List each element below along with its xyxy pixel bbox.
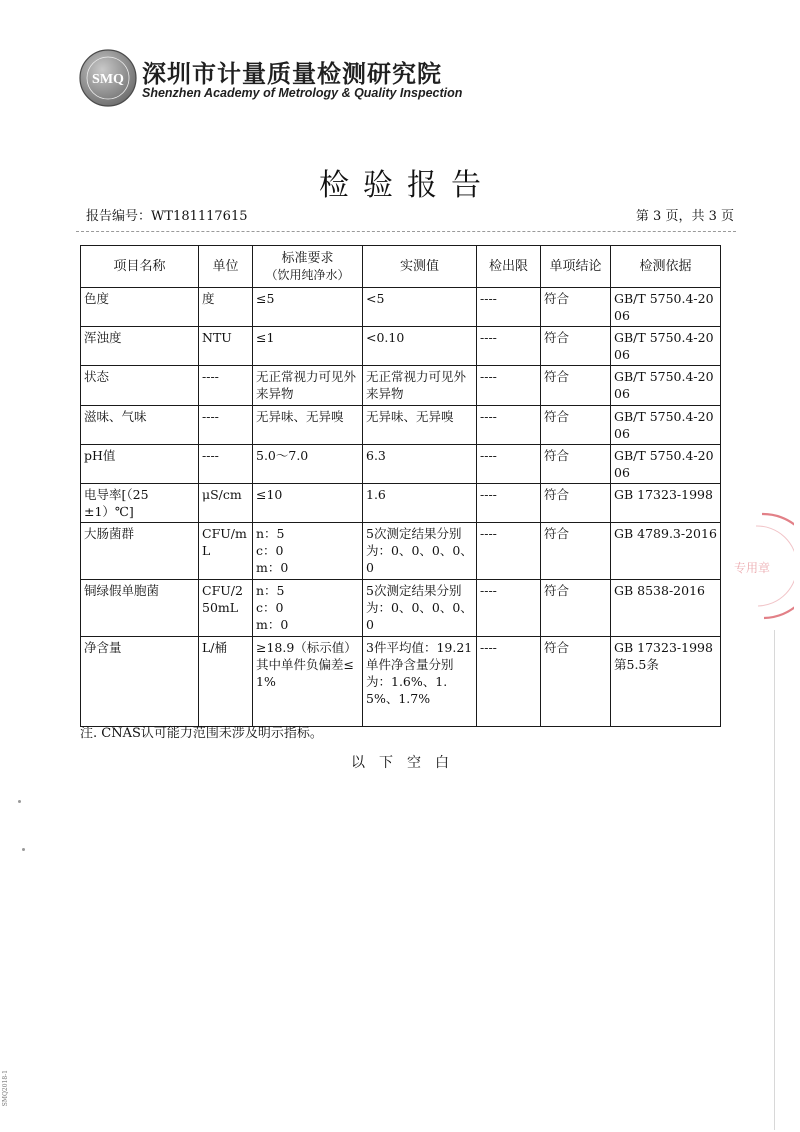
cell-measured: 无异味、无异嗅 — [363, 406, 477, 445]
cell-limit: ---- — [477, 366, 541, 406]
cell-limit: ---- — [477, 637, 541, 727]
cell-basis: GB 17323-1998 — [611, 484, 721, 523]
cell-basis: GB/T 5750.4-2006 — [611, 327, 721, 366]
table-row — [81, 406, 721, 445]
cell-basis: GB 17323-1998 第5.5条 — [611, 637, 721, 727]
smq-logo-icon — [78, 48, 138, 108]
logo-text: SMQ — [92, 72, 124, 87]
cell-basis: GB 4789.3-2016 — [611, 523, 721, 580]
table-row — [81, 366, 721, 406]
cell-measured: 3件平均值：19.21 单件净含量分别为：1.6%、1.5%、1.7% — [363, 637, 477, 727]
cell-limit: ---- — [477, 580, 541, 637]
report-number — [86, 205, 248, 224]
cell-conclusion: 符合 — [541, 327, 611, 366]
cell-measured: 6.3 — [363, 445, 477, 484]
cell-measured: 无正常视力可见外来异物 — [363, 366, 477, 406]
report-number-value: WT181117615 — [151, 209, 248, 224]
cell-measured: 1.6 — [363, 484, 477, 523]
cell-conclusion: 符合 — [541, 637, 611, 727]
table-row — [81, 288, 721, 327]
cell-conclusion: 符合 — [541, 445, 611, 484]
table-note: 注. CNAS认可能力范围未涉及明示指标。 — [80, 726, 323, 741]
cell-unit: CFU/mL — [199, 523, 253, 580]
cell-limit: ---- — [477, 288, 541, 327]
cell-standard: ≤1 — [253, 327, 363, 366]
cell-limit: ---- — [477, 484, 541, 523]
header-standard-sub: （饮用纯净水） — [265, 267, 350, 282]
cell-measured: <0.10 — [363, 327, 477, 366]
cell-limit: ---- — [477, 445, 541, 484]
cell-item: 滋味、气味 — [81, 406, 199, 445]
header-standard — [253, 246, 363, 288]
report-header — [78, 46, 498, 116]
cell-unit: CFU/250mL — [199, 580, 253, 637]
scan-speck — [18, 800, 21, 803]
cell-standard: ≤10 — [253, 484, 363, 523]
cell-standard: n：5 c：0 m：0 — [253, 580, 363, 637]
table-row — [81, 484, 721, 523]
cell-item: 铜绿假单胞菌 — [81, 580, 199, 637]
table-row — [81, 523, 721, 580]
margin-code: SMQ2018-1 — [2, 1070, 9, 1107]
results-table — [80, 245, 721, 727]
cell-unit: μS/cm — [199, 484, 253, 523]
cell-measured: 5次测定结果分别为：0、0、0、0、0 — [363, 523, 477, 580]
scan-speck — [22, 848, 25, 851]
cell-conclusion: 符合 — [541, 288, 611, 327]
cell-conclusion: 符合 — [541, 406, 611, 445]
cell-standard: 5.0～7.0 — [253, 445, 363, 484]
report-title: 检验报告 — [319, 168, 495, 203]
cell-standard: n：5 c：0 m：0 — [253, 523, 363, 580]
cell-basis: GB/T 5750.4-2006 — [611, 406, 721, 445]
report-number-label: 报告编号： — [86, 209, 152, 224]
cell-limit: ---- — [477, 406, 541, 445]
cell-measured: <5 — [363, 288, 477, 327]
header-limit: 检出限 — [477, 246, 541, 288]
header-basis: 检测依据 — [611, 246, 721, 288]
header-conclusion: 单项结论 — [541, 246, 611, 288]
cell-unit: ---- — [199, 406, 253, 445]
cell-basis: GB 8538-2016 — [611, 580, 721, 637]
cell-item: 色度 — [81, 288, 199, 327]
table-header-row — [81, 246, 721, 288]
divider — [76, 231, 736, 232]
page-info: 第 3 页，共 3 页 — [635, 209, 734, 224]
cell-conclusion: 符合 — [541, 484, 611, 523]
cell-unit: ---- — [199, 366, 253, 406]
cell-unit: NTU — [199, 327, 253, 366]
cell-basis: GB/T 5750.4-2006 — [611, 366, 721, 406]
cell-basis: GB/T 5750.4-2006 — [611, 288, 721, 327]
red-seal-stamp — [704, 506, 794, 626]
org-name-cn: 深圳市计量质量检测研究院 — [142, 60, 442, 88]
cell-limit: ---- — [477, 523, 541, 580]
cell-item: 状态 — [81, 366, 199, 406]
cell-standard: 无正常视力可见外来异物 — [253, 366, 363, 406]
table-row — [81, 580, 721, 637]
cell-standard: ≤5 — [253, 288, 363, 327]
cell-standard: 无异味、无异嗅 — [253, 406, 363, 445]
cell-item: 浑浊度 — [81, 327, 199, 366]
cell-unit: 度 — [199, 288, 253, 327]
table-row — [81, 445, 721, 484]
cell-conclusion: 符合 — [541, 523, 611, 580]
cell-unit: ---- — [199, 445, 253, 484]
cell-conclusion: 符合 — [541, 366, 611, 406]
cell-item: 净含量 — [81, 637, 199, 727]
end-of-report-mark: 以下空白 — [351, 755, 463, 771]
header-unit: 单位 — [199, 246, 253, 288]
cell-unit: L/桶 — [199, 637, 253, 727]
table-row — [81, 637, 721, 727]
cell-limit: ---- — [477, 327, 541, 366]
page-edge-line — [774, 630, 775, 1130]
header-measured: 实测值 — [363, 246, 477, 288]
org-name-en: Shenzhen Academy of Metrology & Quality Inspection — [142, 86, 463, 100]
header-standard-main: 标准要求 — [281, 250, 334, 266]
cell-item: 大肠菌群 — [81, 523, 199, 580]
cell-measured: 5次测定结果分别为：0、0、0、0、0 — [363, 580, 477, 637]
cell-item: pH值 — [81, 445, 199, 484]
cell-item: 电导率[（25±1）℃] — [81, 484, 199, 523]
cell-conclusion: 符合 — [541, 580, 611, 637]
cell-basis: GB/T 5750.4-2006 — [611, 445, 721, 484]
cell-standard: ≥18.9（标示值）其中单件负偏差≤1% — [253, 637, 363, 727]
header-item: 项目名称 — [81, 246, 199, 288]
table-row — [81, 327, 721, 366]
stamp-text: 专用章 — [734, 561, 771, 575]
